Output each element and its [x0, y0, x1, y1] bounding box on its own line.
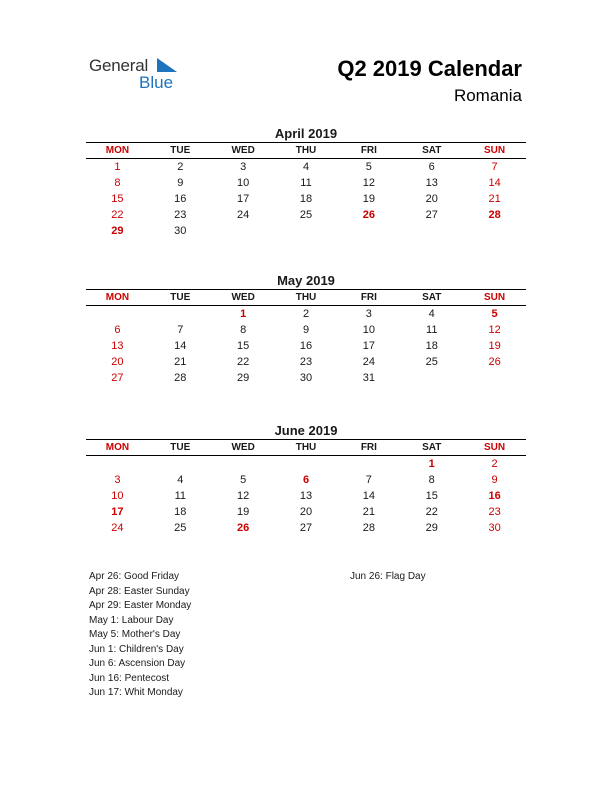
day-cell: 10: [237, 177, 250, 189]
day-cell: [463, 223, 526, 239]
week-row: [86, 520, 526, 536]
day-cell: 2: [302, 308, 310, 320]
weekday-label: MON: [105, 442, 130, 453]
day-cell: 14: [488, 177, 501, 189]
weekday-label: SUN: [484, 442, 506, 453]
month-title: April 2019: [274, 126, 338, 141]
week-row: [86, 338, 526, 354]
weekday-label: SAT: [422, 145, 442, 156]
day-cell: 12: [237, 490, 250, 502]
weekday-label: WED: [231, 145, 255, 156]
day-cell: 12: [362, 177, 375, 189]
weekday-label: FRI: [360, 292, 377, 303]
day-cell: 30: [299, 372, 313, 384]
day-cell: [275, 456, 338, 472]
day-cell: 22: [425, 506, 438, 518]
week-row: [86, 504, 526, 520]
weekday-header-row: [86, 439, 526, 456]
day-cell: 9: [177, 177, 184, 189]
day-cell: 20: [299, 506, 313, 518]
country-subtitle: Romania: [453, 86, 522, 105]
day-cell: 14: [174, 340, 187, 352]
day-cell: 10: [111, 490, 124, 502]
holiday-list-left: [89, 570, 191, 701]
week-row: [86, 159, 526, 175]
weekday-label: FRI: [360, 145, 377, 156]
day-cell: 11: [174, 490, 186, 502]
day-cell: [149, 306, 212, 322]
holiday-entry: Jun 16: Pentecost: [89, 672, 170, 684]
day-cell: 7: [491, 161, 498, 173]
weekday-label: TUE: [170, 292, 191, 303]
weekday-label: SUN: [484, 292, 506, 303]
day-cell: 31: [362, 372, 375, 384]
day-cell: 8: [240, 324, 247, 336]
day-cell: 17: [237, 193, 250, 205]
day-cell: 8: [114, 177, 121, 189]
month-title: May 2019: [277, 273, 335, 288]
day-cell: 26: [488, 356, 501, 368]
day-cell: 24: [362, 356, 375, 368]
holiday-entry: May 5: Mother's Day: [89, 629, 181, 640]
week-row: [86, 472, 526, 488]
day-cell: 11: [426, 324, 438, 336]
day-cell: 15: [425, 490, 438, 502]
day-cell: 29: [425, 522, 438, 534]
day-cell: 13: [425, 177, 438, 189]
day-cell: 4: [302, 161, 310, 173]
weekday-label: MON: [105, 145, 130, 156]
day-cell: 26: [237, 522, 250, 534]
day-cell: 9: [302, 324, 310, 336]
weekday-label: THU: [295, 145, 317, 156]
day-cell: 18: [174, 506, 187, 518]
week-row: [86, 456, 526, 472]
day-cell: 20: [425, 193, 438, 205]
day-cell: 6: [428, 161, 435, 173]
month-block: [86, 422, 526, 536]
week-row: [86, 322, 526, 338]
day-cell: [275, 223, 338, 239]
day-cell: 18: [425, 340, 438, 352]
weekday-label: MON: [105, 292, 130, 303]
weekday-label: FRI: [360, 442, 377, 453]
week-row: [86, 488, 526, 504]
day-cell: 18: [299, 193, 313, 205]
day-cell: 3: [365, 308, 372, 320]
day-cell: 22: [237, 356, 250, 368]
day-cell: 25: [425, 356, 438, 368]
day-cell: [400, 370, 463, 386]
day-cell: 14: [362, 490, 375, 502]
holiday-entry: Apr 29: Easter Monday: [89, 600, 192, 611]
weekday-label: SAT: [422, 442, 442, 453]
holiday-entry: Apr 26: Good Friday: [89, 571, 180, 582]
day-cell: 1: [114, 161, 121, 173]
weekday-label: THU: [295, 292, 317, 303]
day-cell: 5: [365, 161, 372, 173]
day-cell: 19: [237, 506, 250, 518]
page-title: Q2 2019 Calendar: [337, 56, 522, 81]
week-row: [86, 175, 526, 191]
day-cell: 15: [111, 193, 124, 205]
day-cell: 20: [111, 356, 124, 368]
holiday-entry: May 1: Labour Day: [89, 614, 174, 626]
day-cell: 16: [174, 193, 187, 205]
day-cell: 16: [488, 490, 501, 502]
holiday-entry: Apr 28: Easter Sunday: [89, 585, 190, 597]
day-cell: 1: [240, 308, 247, 320]
weekday-label: SAT: [422, 292, 442, 303]
day-cell: [149, 456, 212, 472]
holiday-entry: Jun 26: Flag Day: [350, 571, 426, 582]
day-cell: 5: [240, 474, 247, 486]
week-row: [86, 223, 526, 239]
day-cell: 28: [362, 522, 375, 534]
day-cell: 12: [488, 324, 501, 336]
day-cell: 30: [488, 522, 501, 534]
day-cell: 27: [111, 372, 124, 384]
holiday-entry: Jun 17: Whit Monday: [89, 687, 183, 698]
weekday-label: WED: [231, 292, 255, 303]
day-cell: 6: [114, 324, 121, 336]
week-row: [86, 191, 526, 207]
day-cell: 26: [362, 209, 375, 221]
day-cell: [400, 223, 463, 239]
week-row: [86, 370, 526, 386]
day-cell: 25: [299, 209, 313, 221]
logo-text-general: General: [89, 56, 149, 75]
day-cell: 1: [428, 458, 435, 470]
day-cell: 4: [177, 474, 184, 486]
day-cell: 27: [299, 522, 313, 534]
day-cell: 8: [428, 474, 435, 486]
day-cell: [86, 456, 149, 472]
day-cell: 6: [302, 474, 310, 486]
day-cell: 17: [362, 340, 375, 352]
day-cell: 19: [362, 193, 375, 205]
week-row: [86, 354, 526, 370]
day-cell: 25: [174, 522, 187, 534]
day-cell: [337, 223, 400, 239]
day-cell: 29: [111, 225, 124, 237]
day-cell: 23: [174, 209, 187, 221]
day-cell: 28: [174, 372, 187, 384]
weekday-label: SUN: [484, 145, 506, 156]
day-cell: 3: [114, 474, 121, 486]
day-cell: 29: [237, 372, 250, 384]
day-cell: 13: [111, 340, 124, 352]
month-block: [86, 125, 526, 239]
day-cell: 4: [428, 308, 435, 320]
weekday-label: THU: [295, 442, 317, 453]
day-cell: 23: [299, 356, 313, 368]
day-cell: 3: [240, 161, 247, 173]
week-row: [86, 207, 526, 223]
day-cell: 21: [174, 356, 187, 368]
day-cell: 7: [177, 324, 184, 336]
logo-text-blue: Blue: [139, 73, 174, 92]
month-block: [86, 272, 526, 386]
day-cell: 15: [237, 340, 250, 352]
day-cell: 17: [111, 506, 124, 518]
day-cell: 21: [362, 506, 375, 518]
day-cell: 27: [425, 209, 438, 221]
day-cell: 19: [488, 340, 501, 352]
logo-flag-icon: [157, 58, 177, 72]
day-cell: 22: [111, 209, 124, 221]
day-cell: 21: [488, 193, 501, 205]
generalblue-logo: [89, 56, 199, 96]
weekday-header-row: [86, 142, 526, 159]
weekday-header-row: [86, 289, 526, 306]
day-cell: 9: [491, 474, 498, 486]
day-cell: 23: [488, 506, 501, 518]
day-cell: 30: [174, 225, 187, 237]
holiday-list-right: [350, 570, 426, 585]
holiday-entry: Jun 1: Children's Day: [89, 643, 184, 655]
day-cell: 28: [488, 209, 501, 221]
day-cell: [212, 223, 275, 239]
day-cell: 11: [300, 177, 312, 189]
day-cell: 2: [491, 458, 498, 470]
day-cell: [337, 456, 400, 472]
day-cell: 16: [299, 340, 313, 352]
day-cell: [212, 456, 275, 472]
month-title: June 2019: [274, 423, 338, 438]
day-cell: 2: [177, 161, 184, 173]
weekday-label: WED: [231, 442, 255, 453]
day-cell: 24: [237, 209, 250, 221]
day-cell: 10: [362, 324, 375, 336]
week-row: [86, 306, 526, 322]
day-cell: 7: [365, 474, 372, 486]
day-cell: 24: [111, 522, 124, 534]
weekday-label: TUE: [170, 442, 191, 453]
day-cell: [86, 306, 149, 322]
day-cell: 13: [299, 490, 313, 502]
day-cell: [463, 370, 526, 386]
holiday-entry: Jun 6: Ascension Day: [89, 658, 186, 669]
day-cell: 5: [491, 308, 498, 320]
weekday-label: TUE: [170, 145, 191, 156]
